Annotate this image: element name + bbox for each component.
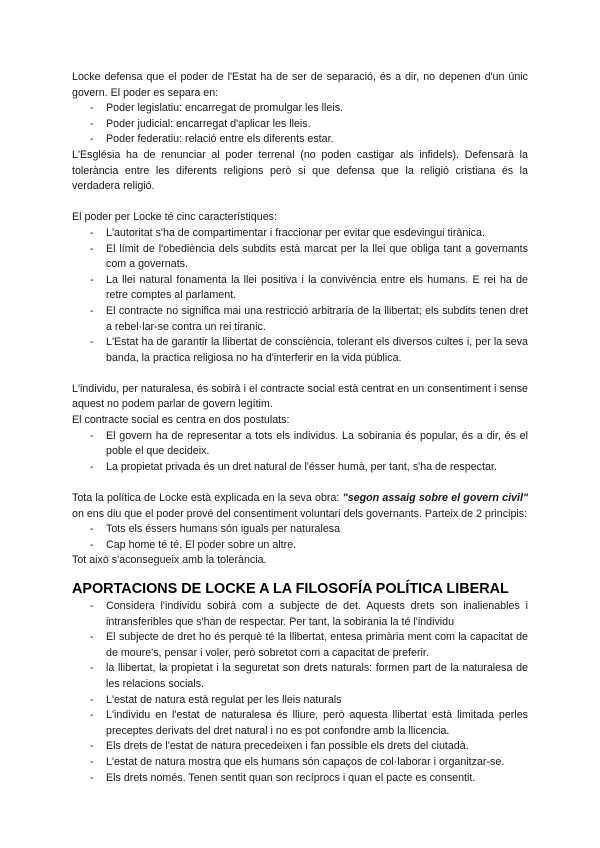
social-contract-paragraph: L'individu, per naturalesa, és sobirà i el contracte social està centrat en un consentiment i sense aquest no podem parlar de govern legítim. xyxy=(72,382,528,411)
principles-list xyxy=(72,522,528,553)
list-item: - L'individu en l'estat de naturalesa és lliure, però aquesta llibertat està limitada perles preceptes derivats del dret natural i no es pot confondre amb la llicencia. xyxy=(90,709,528,737)
dash-bullet: - xyxy=(90,102,94,115)
dash-bullet: - xyxy=(90,336,94,349)
dash-bullet: - xyxy=(90,740,94,753)
church-paragraph: L'Església ha de renunciar al poder terrenal (no poden castigar als infidels). Defensarà la tolerància entre les diferents religions però si que defensa que la religió cristiana és la verdadera religió. xyxy=(72,148,528,193)
spacer xyxy=(72,475,528,491)
contributions-list xyxy=(72,599,528,786)
list-item: - Cap home té té. El poder sobre un altre. xyxy=(72,538,528,554)
list-item: - Poder legislatiu: encarregat de promulgar les lleis. xyxy=(72,101,528,117)
dash-bullet: - xyxy=(90,242,94,255)
dash-bullet: - xyxy=(90,755,94,768)
list-item: - Tots els éssers humans són iguals per naturalesa xyxy=(72,522,528,538)
list-item: - Els drets de l'estat de natura precedeixen i fan possible els drets del ciutadà. xyxy=(72,739,528,755)
list-item: - Considera l'individu sobirà com a subjecte de det. Aquests drets son inalienables i intransferibles que s'han de respectar. Per tant, la sobirania la té l'individu xyxy=(90,600,528,628)
spacer xyxy=(72,366,528,382)
dash-bullet: - xyxy=(90,226,94,239)
dash-bullet: - xyxy=(90,709,94,722)
dash-bullet: - xyxy=(90,117,94,130)
section-heading: APORTACIONS DE LOCKE A LA FILOSOFÍA POLÍTICA LIBERAL xyxy=(72,581,509,597)
characteristics-list xyxy=(72,226,528,366)
postulates-list xyxy=(72,429,528,476)
powers-list xyxy=(72,101,528,148)
dash-bullet: - xyxy=(90,600,94,612)
characteristics-lead: El poder per Locke té cinc característiques: xyxy=(72,211,277,224)
list-item: - El subjecte de dret ho és perquè té la llibertat, entesa primària ment com la capacitat de de moure's, pensar i voler, però sobretot com a capacitat de preferir. xyxy=(90,631,528,659)
dash-bullet: - xyxy=(90,133,94,146)
list-item: - La llei natural fonamenta la llei positiva i la convivència entre els humans. E rei ha de retre comptes al parlament. xyxy=(90,273,528,302)
list-item: - El govern ha de representar a tots els individus. La sobirania és popular, és a dir, és el poble el que decideix. xyxy=(90,429,528,458)
dash-bullet: - xyxy=(90,273,94,286)
book-title: "segon assaig sobre el govern civil" xyxy=(342,492,529,505)
list-item: - Poder judicial: encarregat d'aplicar les lleis. xyxy=(72,117,528,133)
list-item: - la llibertat, la propietat i la seguretat son drets naturals: formen part de la naturalesa de les relacions socials. xyxy=(90,662,528,690)
dash-bullet: - xyxy=(90,460,94,473)
list-item: - L'estat de natura està regulat per les lleis naturals xyxy=(72,693,528,709)
list-item: - L'estat de natura mostra que els humans són capaços de col·laborar i organitzar-se. xyxy=(72,755,528,771)
spacer xyxy=(72,195,528,211)
dash-bullet: - xyxy=(90,523,94,536)
list-item: - L'Estat ha de garantir la llibertat de consciència, tolerant els diversos cultes i, per la seva banda, la practica religiosa no ha d'interferir en la vida pública. xyxy=(90,336,528,364)
list-item: - Poder federatiu: relació entre els diferents estar. xyxy=(72,132,528,148)
list-item: - L'autoritat s'ha de compartimentar i fraccionar per evitar que esdevingui tirànica. xyxy=(72,226,528,242)
dash-bullet: - xyxy=(90,771,94,784)
list-item: - El contracte no significa mai una restricció arbitraria de la llibertat; els subdits tenen dret a rebel·lar-se contra un rei tiranic. xyxy=(90,304,528,333)
social-contract-lead: El contracte social es centra en dos postulats: xyxy=(72,414,290,427)
dash-bullet: - xyxy=(90,662,94,675)
list-item: - Els drets només. Tenen sentit quan son recíprocs i quan el pacte es consentit. xyxy=(72,771,528,787)
closing-line: Tot això s'aconsegueix amb la tolerància. xyxy=(72,554,267,567)
dash-bullet: - xyxy=(90,631,94,644)
dash-bullet: - xyxy=(90,693,94,706)
dash-bullet: - xyxy=(90,304,94,317)
dash-bullet: - xyxy=(90,429,94,442)
intro-paragraph: Locke defensa que el poder de l'Estat ha de ser de separació, és a dir, no depenen d'un únic govern. El poder es separa en: xyxy=(72,71,528,99)
list-item: - El límit de l'obediència dels subdits està marcat per la llei que obliga tant a governants com a governats. xyxy=(90,242,528,271)
work-paragraph: Tota la política de Locke està explicada en la seva obra: "segon assaig sobre el govern civil" on ens diu que el poder prové del consentiment voluntari dels governants. Parteix de 2 principis: xyxy=(72,492,529,520)
dash-bullet: - xyxy=(90,538,94,551)
list-item: - La propietat privada és un dret natural de l'ésser humà, per tant, s'ha de respectar. xyxy=(72,460,528,476)
